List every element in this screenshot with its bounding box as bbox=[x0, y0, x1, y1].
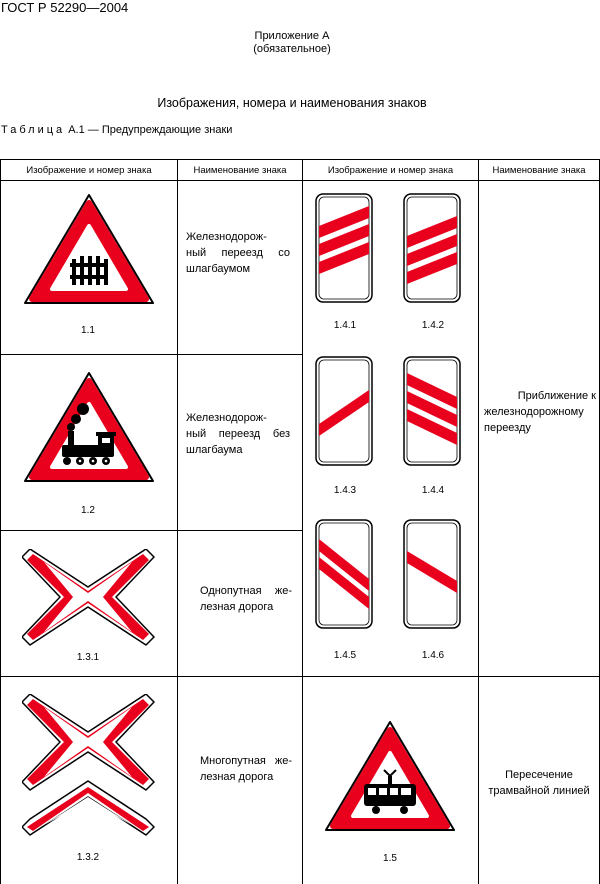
sign-name-line: ный переезд со bbox=[186, 247, 290, 259]
row-divider bbox=[0, 676, 600, 677]
approach-name bbox=[484, 388, 596, 436]
sign-number: 1.4.3 bbox=[333, 485, 357, 496]
multi-track-railway-chevron bbox=[22, 779, 155, 837]
appendix-title: Приложение А bbox=[254, 30, 330, 42]
approach-plate-1-stripe-left bbox=[315, 356, 373, 466]
sign-number: 1.3.2 bbox=[76, 852, 100, 863]
sign-number: 1.2 bbox=[81, 505, 95, 516]
sign-number: 1.3.1 bbox=[76, 652, 100, 663]
row-divider bbox=[0, 354, 303, 355]
appendix-heading bbox=[0, 30, 584, 56]
single-track-railway-sign bbox=[22, 549, 155, 646]
sign-name-line: переезду bbox=[484, 422, 531, 434]
section-title: Изображения, номера и наименования знаков bbox=[157, 96, 427, 110]
railroad-crossing-without-barrier-sign bbox=[23, 371, 155, 487]
sign-name-line: лезная дорога bbox=[200, 601, 274, 613]
sign-name-line: трамвайной линией bbox=[488, 785, 590, 797]
sign-name bbox=[186, 229, 290, 277]
column-border bbox=[0, 159, 1, 884]
approach-plate-3-stripes-right bbox=[403, 193, 461, 303]
sign-name-line: шлагбаумом bbox=[186, 263, 251, 275]
sign-name-line: шлагбаума bbox=[186, 444, 243, 456]
column-header-name: Наименование знака bbox=[492, 164, 586, 176]
sign-name-line: железнодорожному bbox=[484, 406, 584, 418]
column-border bbox=[302, 159, 303, 884]
sign-number: 1.4.6 bbox=[421, 650, 445, 661]
table-caption-rest: А.1 — Предупреждающие знаки bbox=[65, 124, 233, 136]
sign-name bbox=[200, 583, 292, 615]
approach-plate-2-stripes-down bbox=[315, 519, 373, 629]
row-divider bbox=[0, 530, 303, 531]
tram-crossing-sign bbox=[324, 720, 456, 836]
sign-number: 1.4.4 bbox=[421, 485, 445, 496]
railroad-crossing-with-barrier-sign bbox=[23, 193, 155, 309]
sign-number: 1.1 bbox=[81, 325, 95, 336]
sign-name-line: ный переезд без bbox=[186, 428, 290, 440]
sign-number: 1.4.2 bbox=[421, 320, 445, 331]
column-border bbox=[177, 159, 178, 884]
sign-number: 1.4.1 bbox=[333, 320, 357, 331]
sign-name-line: Приближение к bbox=[517, 390, 596, 402]
sign-number: 1.5 bbox=[383, 853, 397, 864]
appendix-status: (обязательное) bbox=[253, 43, 331, 55]
approach-plate-1-stripe-down bbox=[403, 519, 461, 629]
table-caption bbox=[1, 124, 232, 136]
standard-header: ГОСТ Р 52290—2004 bbox=[1, 0, 129, 15]
sign-name-line: Пересечение bbox=[505, 769, 573, 781]
table-header-border bbox=[0, 180, 600, 181]
sign-name-line: Железнодорож- bbox=[186, 412, 267, 424]
column-border bbox=[478, 159, 479, 884]
sign-name-line: Многопутная же- bbox=[200, 755, 292, 767]
multi-track-railway-cross bbox=[22, 694, 155, 791]
sign-name bbox=[200, 753, 292, 785]
approach-plate-3-stripes-left bbox=[315, 193, 373, 303]
approach-plate-3-stripes-down bbox=[403, 356, 461, 466]
sign-name-line: Железнодорож- bbox=[186, 231, 267, 243]
sign-name bbox=[186, 410, 290, 458]
sign-number: 1.4.5 bbox=[333, 650, 357, 661]
column-header-image: Изображение и номер знака bbox=[26, 164, 152, 176]
sign-name-line: лезная дорога bbox=[200, 771, 274, 783]
column-header-image: Изображение и номер знака bbox=[327, 164, 454, 176]
tram-name bbox=[480, 767, 598, 799]
sign-name-line: Однопутная же- bbox=[200, 585, 292, 597]
table-caption-prefix: Таблица bbox=[1, 124, 66, 136]
column-header-name: Наименование знака bbox=[193, 164, 287, 176]
